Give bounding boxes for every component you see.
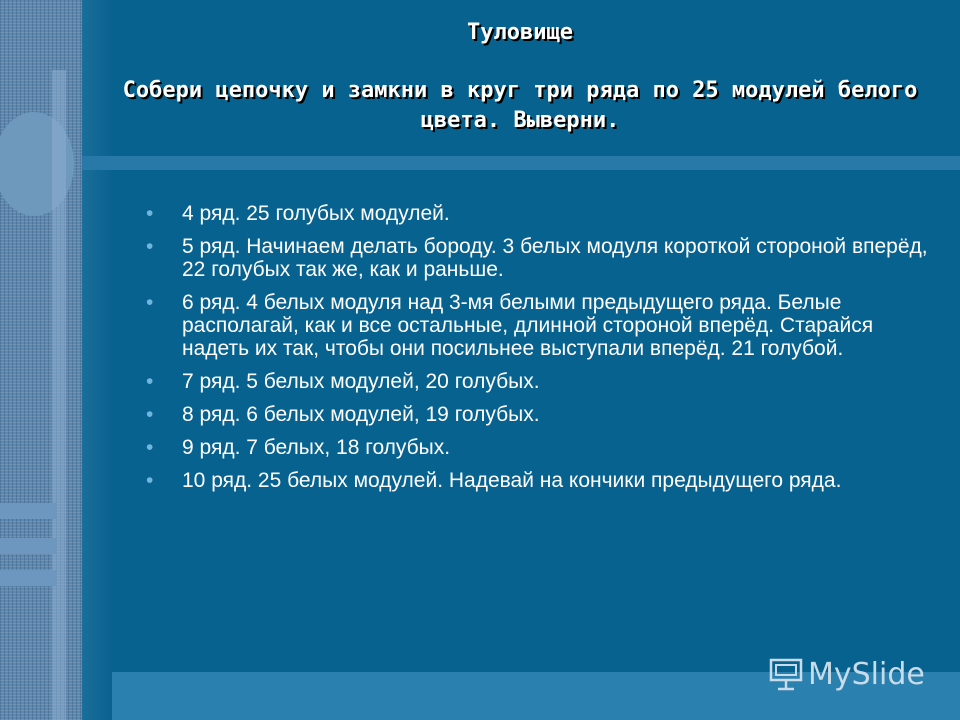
decorative-left-edge (82, 0, 112, 720)
bullet-icon: • (146, 436, 154, 459)
list-item (146, 370, 936, 393)
decorative-vertical-bar (52, 70, 66, 720)
list-item (146, 469, 936, 492)
list-item (146, 436, 936, 459)
bullet-icon: • (146, 469, 154, 492)
slide-title: Туловище (467, 20, 573, 45)
slide-header (112, 18, 928, 136)
list-item-text: 7 ряд. 5 белых модулей, 20 голубых. (182, 370, 540, 393)
watermark-text: MySlide (808, 656, 925, 692)
decorative-block (0, 570, 56, 586)
list-item (146, 291, 936, 360)
list-item (146, 202, 936, 225)
list-item-text: 6 ряд. 4 белых модуля над 3-мя белыми предыдущего ряда. Белые располагай, как и все остальные, длинной стороной вперёд. Старайся надеть их так, чтобы они посильнее выступали вперёд. 21 голубой. (182, 291, 874, 360)
decorative-block (0, 538, 56, 554)
decorative-left-strip (0, 0, 82, 720)
list-item-text: 8 ряд. 6 белых модулей, 19 голубых. (182, 403, 540, 426)
list-item (146, 235, 936, 281)
bullet-icon: • (146, 403, 154, 426)
bullet-icon: • (146, 235, 154, 258)
watermark (768, 656, 925, 692)
bullet-icon: • (146, 291, 154, 314)
list-item-text: 10 ряд. 25 белых модулей. Надевай на кончики предыдущего ряда. (182, 469, 842, 492)
title-divider (82, 156, 960, 170)
list-item-text: 5 ряд. Начинаем делать бороду. 3 белых модуля короткой стороной вперёд, 22 голубых так же, как и раньше. (182, 235, 928, 281)
bullet-icon: • (146, 202, 154, 225)
presentation-board-icon (768, 656, 804, 692)
list-item-text: 9 ряд. 7 белых, 18 голубых. (182, 436, 451, 459)
list-item (146, 403, 936, 426)
decorative-block (0, 503, 56, 519)
bullet-list (146, 202, 936, 502)
slide-subtitle: Собери цепочку и замкни в круг три ряда по 25 модулей белого цвета. Выверни. (122, 78, 918, 133)
bullet-icon: • (146, 370, 154, 393)
list-item-text: 4 ряд. 25 голубых модулей. (182, 202, 450, 225)
